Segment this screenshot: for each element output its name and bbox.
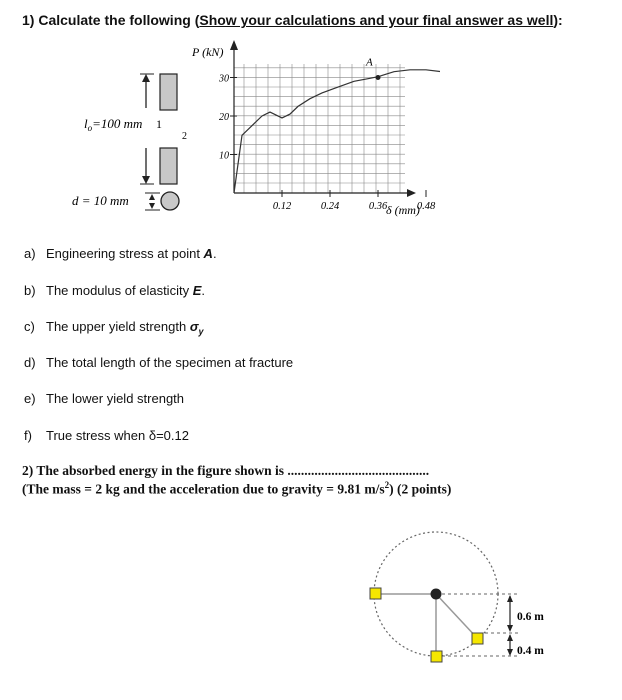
specimen-cross-section	[161, 192, 179, 210]
mass-final	[472, 633, 483, 644]
gauge-arrowhead-top	[142, 74, 150, 82]
item-a-bold: A	[203, 246, 213, 261]
dimension-arrowhead-4	[507, 649, 513, 656]
question-1-title-end: ):	[553, 12, 563, 28]
question-1-heading	[22, 12, 563, 28]
item-b-tail: .	[201, 283, 205, 298]
item-b-label: b)	[24, 283, 36, 298]
item-a-tail: .	[212, 246, 217, 261]
question-1-number: 1)	[22, 12, 35, 28]
question-2-superscript: 2	[384, 480, 390, 490]
point-a-marker	[376, 75, 381, 80]
item-d-label: d)	[24, 355, 36, 370]
item-a-label: a)	[24, 246, 36, 261]
load-elongation-chart	[191, 40, 440, 217]
x-axis-arrowhead	[407, 189, 416, 197]
question-2-line-2-start: (The mass = 2 kg and the acceleration due to gravity = 9.81 m/s	[22, 481, 385, 497]
y-axis-arrowhead	[230, 40, 238, 50]
item-c-sub: y	[198, 326, 204, 337]
x-tick-label: 0.24	[320, 201, 340, 212]
specimen-marker-2: 2	[182, 131, 187, 142]
pendulum-figure	[360, 524, 580, 674]
chart-x-axis-label: δ (mm)	[386, 203, 420, 217]
item-d	[24, 355, 293, 370]
item-f-label: f)	[24, 428, 32, 443]
dimension-arrowhead-2	[507, 625, 513, 632]
question-2-line-2-end: ) (2 points)	[389, 481, 452, 497]
item-b-bold: E	[192, 283, 202, 298]
specimen-bottom-block	[160, 148, 177, 184]
chart-point-a	[365, 57, 381, 81]
dimension-arrowhead-1	[507, 595, 513, 602]
item-a-text: Engineering stress at point	[46, 246, 204, 261]
point-a-label: A	[366, 56, 373, 69]
item-a	[24, 246, 217, 261]
lo-label: $l_o=100$ mm	[84, 116, 143, 133]
question-1-title-underlined: Show your calculations and your final answer as well	[199, 12, 554, 28]
question-2-line-1: 2) The absorbed energy in the figure shown is ..........................................	[22, 463, 430, 478]
item-b	[24, 283, 205, 298]
chart-y-axis-label: P (kN)	[192, 45, 224, 59]
specimen-marker-1: 1	[156, 117, 162, 131]
item-d-text: The total length of the specimen at fracture	[46, 355, 294, 370]
item-b-text: The modulus of elasticity	[46, 283, 193, 298]
y-tick-label: 20	[219, 112, 229, 123]
item-c-text: The upper yield strength	[46, 319, 190, 334]
question-1-title: Calculate the following (	[38, 12, 200, 28]
diameter-arrowhead-bottom	[149, 203, 155, 209]
dimension-label-bottom: 0.4 m	[517, 645, 544, 657]
item-c-label: c)	[24, 319, 35, 334]
chart-grid	[234, 64, 405, 193]
question-2-line-2	[22, 480, 451, 498]
y-tick-label: 30	[219, 73, 229, 85]
item-c-bold: σ	[189, 319, 199, 334]
x-tick-label: 0.36	[368, 201, 388, 212]
item-f	[24, 428, 189, 443]
x-tick-label: 0.48	[416, 201, 436, 212]
pivot-point	[431, 589, 442, 600]
item-c	[24, 319, 203, 337]
tensile-test-figure	[0, 30, 440, 230]
item-e-text: The lower yield strength	[46, 391, 185, 406]
chart-ticks	[218, 74, 436, 213]
item-e-label: e)	[24, 391, 36, 406]
specimen-top-block	[160, 74, 177, 110]
mass-initial	[370, 588, 381, 599]
chart-series-line	[234, 70, 440, 193]
dimension-label-top: 0.6 m	[517, 611, 544, 623]
mass-bottom	[431, 651, 442, 662]
y-tick-label: 10	[219, 150, 229, 162]
gauge-arrowhead-bottom	[142, 176, 150, 184]
diameter-arrowhead-top	[149, 194, 155, 200]
x-tick-label: 0.12	[272, 201, 292, 212]
arm-final	[436, 594, 478, 639]
dimension-arrowhead-3	[507, 634, 513, 641]
diameter-label: d = 10 mm	[72, 193, 129, 208]
item-f-text: True stress when δ=0.12	[46, 428, 189, 443]
item-e	[24, 391, 184, 406]
